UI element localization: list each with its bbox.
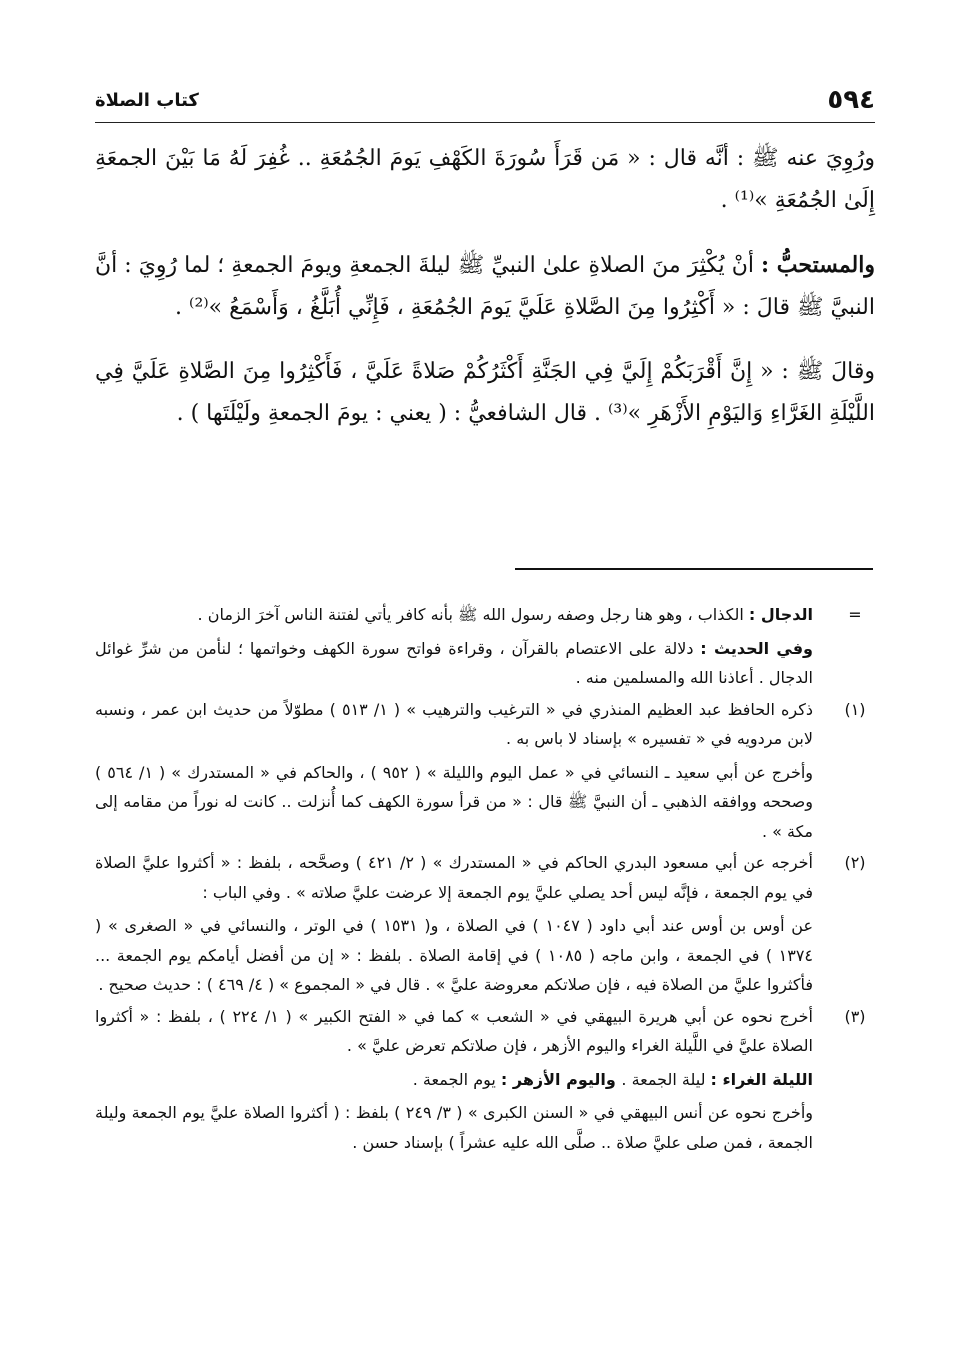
- footnote-paragraph: أخرجه عن أبي مسعود البدري الحاكم في « المستدرك » ( ٢/ ٤٢١ ) وصحَّحه ، بلفظ : « أكثروا عليَّ الصلاة في يوم الجمعة ، فإنَّه ليس أحد يصلي عليَّ يوم الجمعة إلا عرضت عليَّ صلاته » . وفي الباب :: [95, 853, 813, 902]
- paragraph-body: أنْ يُكْثِرَ منَ الصلاةِ علىٰ النبيِّ ﷺ ليلةَ الجمعةِ ويومَ الجمعةِ ؛ لما رُوِيَ : أنَّ النبيَّ ﷺ قالَ : « أَكْثِرُوا مِنَ الصَّلاةِ عَلَيَّ يَومَ الجُمُعَةِ ، فَإِنِّي أُبَلَّغُ ، وَأَسْمَعُ »⁽²⁾ .: [95, 253, 875, 320]
- footnote-gloss: [95, 1065, 813, 1095]
- main-text: [95, 138, 875, 435]
- paragraph-kahf: ورُوِيَ عنه ﷺ : أنَّه قال : « مَن قَرَأَ سُورَةَ الكَهْفِ يَومَ الجُمُعَةِ .. غُفِرَ لَهُ مَا بَيْنَ الجمعَةِ إِلَىٰ الجُمُعَةِ »⁽¹⁾ .: [95, 146, 875, 213]
- term-text: ليلة الجمعة .: [621, 1069, 711, 1089]
- term-text: يوم الجمعة .: [412, 1069, 501, 1089]
- footnote-2: [95, 848, 875, 1000]
- paragraph-lead: والمستحبُّ :: [760, 252, 875, 278]
- footnote-paragraph: ذكره الحافظ عبد العظيم المنذري في « الترغيب والترهيب » ( ١/ ٥١٣ ) مطوّلاً من حديث ابن عمر ، ونسبه لابن مردويه في « تفسيره » بإسناد لا باس به .: [95, 699, 813, 748]
- term-label: وفي الحديث :: [700, 638, 814, 658]
- term-text: الكذاب ، وهو هنا رجل وصفه رسول الله ﷺ بأنه كافر يأتي لفتنة الناس آخرَ الزمان .: [197, 605, 749, 624]
- footnote-paragraph: عن أوس بن أوس عند أبي داود ( ١٠٤٧ ) في الصلاة ، و( ١٥٣١ ) في الوتر ، والنسائي في « الصغرى » ( ١٣٧٤ ) في الجمعة ، وابن ماجه ( ١٠٨٥ ) في إقامة الصلاة . بلفظ : « إن من أفضل أيامكم يوم الجمعة ... فأكثروا عليَّ من الصلاة فيه ، فإن صلاتكم معروضة عليَّ » . قال في « المجموع » ( ٤/ ٤٦٩ ) : حديث صحيح .: [95, 916, 814, 994]
- footnote-paragraph: [95, 600, 813, 630]
- footnote-marker: (٢): [844, 853, 866, 872]
- footnote-continued: [95, 600, 875, 693]
- footnote-1: [95, 695, 875, 847]
- page-header: [95, 82, 875, 123]
- footnote-separator: [515, 568, 873, 570]
- footnotes: [95, 600, 875, 1157]
- term-text: دلالة على الاعتصام بالقرآن ، وقراءة فواتح سورة الكهف وخواتمها ؛ لنأمن من شرِّ غوائل الدجال . أعاذنا الله والمسلمين منه .: [95, 638, 813, 687]
- term-label: الدجال :: [748, 605, 813, 624]
- page-number: ٥٩٤: [827, 85, 875, 115]
- term-label: الليلة الغراء :: [710, 1069, 813, 1089]
- footnote-marker: =: [848, 605, 862, 624]
- footnote-paragraph: وأخرج عن أبي سعيد ـ النسائي في « عمل اليوم والليلة » ( ٩٥٢ ) ، والحاكم في « المستدرك » ( ١/ ٥٦٤ ) وصححه ووافقه الذهبي ـ أن النبيَّ ﷺ قال : « من قرأ سورة الكهف كما أُنزلت .. كانت له نوراً من مقامه إلى مكة » .: [95, 762, 814, 841]
- footnote-3: [95, 1002, 875, 1158]
- footnote-paragraph: [95, 634, 813, 693]
- footnote-paragraph: أخرج نحوه عن أبي هريرة البيهقي في « الشعب » كما في « الفتح الكبير » ( ١/ ٢٢٤ ) ، بلفظ : « أكثروا الصلاة عليَّ في اللَّيلة الغراء واليوم الأزهر ، فإن صلاتكم تعرض عليَّ » .: [95, 1006, 813, 1055]
- footnote-marker: (١): [844, 699, 866, 719]
- footnote-marker: (٣): [844, 1006, 866, 1026]
- running-title: كتاب الصلاة: [95, 90, 199, 111]
- footnote-paragraph: وأخرج نحوه عن أنس البيهقي في « السنن الكبرى » ( ٣/ ٢٤٩ ) بلفظ : ( أكثروا الصلاة عليَّ يوم الجمعة وليلة الجمعة ، فمن صلى عليَّ صلاة .. صلَّى الله عليه عشراً ) بإسناد حسن .: [95, 1103, 813, 1152]
- term-label: واليوم الأزهر :: [500, 1069, 622, 1089]
- paragraph-nearest: وقالَ ﷺ : « إِنَّ أَقْرَبَكُمْ إِلَيَّ فِي الجَنَّةِ أَكْثَرُكُمْ صَلاةً عَلَيَّ ، فَأَكْثِرُوا مِنَ الصَّلاةِ عَلَيَّ فِي اللَّيْلَةِ الغَرَّاءِ وَاليَوْمِ الأَزْهَرِ »⁽³⁾ . قال الشافعيُّ : ( يعني : يومَ الجمعةِ ولَيْلَتَها ) .: [95, 359, 875, 426]
- paragraph-salah-friday: [95, 244, 875, 329]
